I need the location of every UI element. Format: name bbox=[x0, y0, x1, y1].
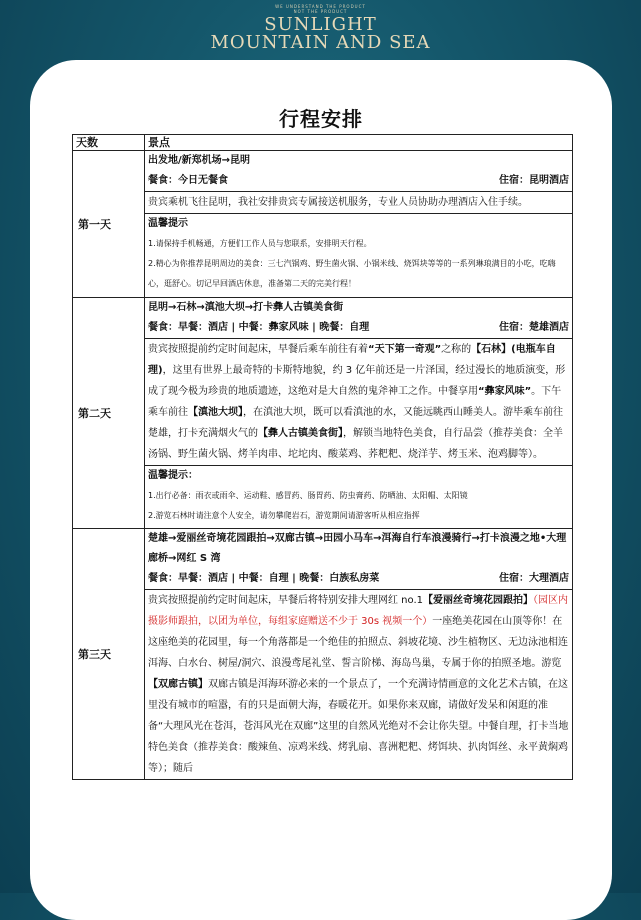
route-title: 楚雄→爱丽丝奇境花园跟拍→双廊古镇→田园小马车→洱海自行车浪漫骑行→打卡浪漫之地•大理廊桥→网红 S 湾 bbox=[148, 533, 567, 564]
day-content bbox=[145, 529, 573, 780]
route-block bbox=[145, 529, 572, 590]
brand-line-1: SUNLIGHT bbox=[264, 14, 377, 35]
hotel-text: 住宿：昆明酒店 bbox=[499, 175, 569, 186]
tip-item: 2.精心为你推荐昆明周边的美食：三七汽锅鸡、野生菌火锅、小锅米线、烧饵块等等的一系列琳琅满目的小吃，吃嗨心，逛舒心。切记早回酒店休息，准备第二天的完美行程！ bbox=[148, 259, 556, 288]
header-day: 天数 bbox=[73, 135, 145, 151]
brand-line-2: MOUNTAIN AND SEA bbox=[210, 32, 431, 53]
tips-block bbox=[145, 214, 572, 297]
route-block bbox=[145, 298, 572, 339]
tips-block bbox=[145, 466, 572, 528]
brand-logo bbox=[0, 4, 641, 52]
itinerary-card bbox=[30, 60, 612, 920]
description-block bbox=[145, 192, 572, 214]
day-description: 贵宾按照提前约定时间起床，早餐后乘车前往有着“天下第一奇观”之称的【石林】(电瓶车自理)，这里有世界上最奇特的卡斯特地貌，约 3 亿年前还是一片泽国，经过漫长的地质演变，形成了现今极为珍贵的地质遗迹，这绝对是大自然的鬼斧神工之作。中餐享用“彝家风味”。下午乘车前往【滇池大坝】，在滇池大坝，既可以看滇池的水，又能远眺西山睡美人。游毕乘车前往楚雄，打卡充满烟火气的【彝人古镇美食街】，解锁当地特色美食，自行品尝（推荐美食：全羊汤锅、野生菌火锅、烤羊肉串、坨坨肉、酸菜鸡、荞粑粑、烧洋芋、烤玉米、泡鸡脚等）。 bbox=[148, 344, 566, 460]
brand-tagline-2: NOT THE PRODUCT bbox=[293, 9, 348, 14]
tip-item: 1.出行必备：雨衣或雨伞、运动鞋、感冒药、肠胃药、防虫膏药、防晒油、太阳帽、太阳镜 bbox=[148, 491, 468, 500]
tip-item: 1.请保持手机畅通，方便们工作人员与您联系，安排明天行程。 bbox=[148, 239, 372, 248]
day-label: 第二天 bbox=[73, 298, 145, 529]
day-label: 第一天 bbox=[73, 151, 145, 298]
header-sights: 景点 bbox=[145, 135, 573, 151]
meals-text: 餐食：早餐：酒店 | 中餐：自理 | 晚餐：白族私房菜 bbox=[148, 573, 380, 584]
table-row bbox=[73, 298, 573, 529]
tip-item: 2.游览石林时请注意个人安全，请勿攀爬岩石，游览期间请游客听从相应指挥 bbox=[148, 511, 420, 520]
tips-title: 温馨提示： bbox=[148, 470, 198, 481]
meals-text: 餐食：今日无餐食 bbox=[148, 175, 228, 186]
route-block bbox=[145, 151, 572, 192]
hotel-text: 住宿：楚雄酒店 bbox=[499, 322, 569, 333]
itinerary-table bbox=[72, 134, 573, 780]
tips-title: 温馨提示 bbox=[148, 218, 188, 229]
day-label: 第三天 bbox=[73, 529, 145, 780]
day-description: 贵宾乘机飞往昆明，我社安排贵宾专属接送机服务，专业人员协助办理酒店入住手续。 bbox=[148, 197, 528, 208]
meals-row bbox=[148, 569, 569, 589]
day-content bbox=[145, 151, 573, 298]
meals-row bbox=[148, 171, 569, 191]
hotel-text: 住宿：大理酒店 bbox=[499, 573, 569, 584]
table-row bbox=[73, 151, 573, 298]
description-block bbox=[145, 339, 572, 466]
brand-tagline-1: WE UNDERSTAND THE PRODUCT bbox=[275, 4, 366, 9]
meals-text: 餐食：早餐：酒店 | 中餐：彝家风味 | 晚餐：自理 bbox=[148, 322, 370, 333]
day-content bbox=[145, 298, 573, 529]
route-title: 昆明→石林→滇池大坝→打卡彝人古镇美食街 bbox=[148, 302, 344, 313]
day-description: 贵宾按照提前约定时间起床，早餐后将特别安排大理网红 no.1【爱丽丝奇境花园跟拍】（园区内摄影师跟拍，以团为单位，每组家庭赠送不少于 30s 视频一个）一座绝美花园在山顶等你！在这座绝美的花园里，每一个角落都是一个绝佳的拍照点、斜坡花境、沙生植物区、无边泳池相连洱海、白水台、树屋/洞穴、浪漫鸢尾礼堂、誓言阶梯、海岛鸟巢，专属于你的拍照圣地。游览【双廊古镇】双廊古镇是洱海环游必来的一个景点了，一个充满诗情画意的文化艺术古镇，在这里没有城市的喧嚣，有的只是面朝大海，春暖花开。如果你来双廊，请做好发呆和闲逛的准备“大理风光在苍洱，苍洱风光在双廊”这里的自然风光绝对不会让你失望。中餐自理，打卡当地特色美食（推荐美食：酸辣鱼、凉鸡米线、烤乳扇、喜洲粑粑、烤饵块、扒肉饵丝、永平黄焖鸡等）；随后 bbox=[148, 595, 569, 774]
page-title: 行程安排 bbox=[279, 107, 363, 131]
description-block bbox=[145, 590, 572, 779]
table-row bbox=[73, 529, 573, 780]
route-title: 出发地/新郑机场→昆明 bbox=[148, 155, 251, 166]
meals-row bbox=[148, 318, 569, 338]
table-header-row bbox=[73, 135, 573, 151]
